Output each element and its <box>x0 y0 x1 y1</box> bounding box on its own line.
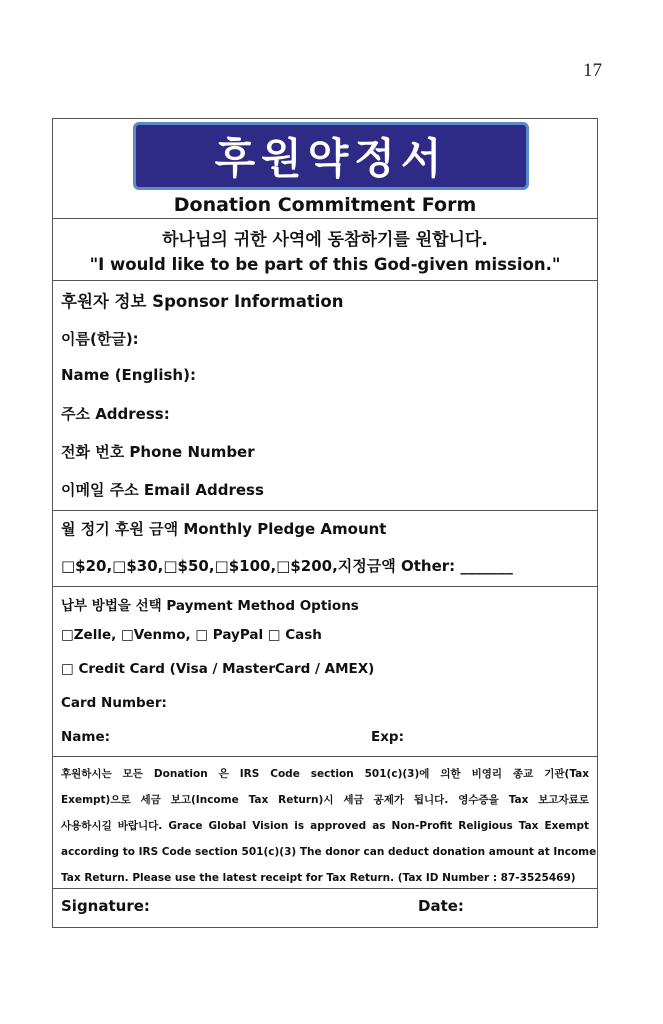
name-english-field[interactable]: Name (English): <box>61 366 196 384</box>
payment-section <box>53 587 597 757</box>
tax-notice <box>61 761 597 891</box>
tax-line: according to IRS Code section 501(c)(3) The donor can deduct donation amount at Income <box>61 846 597 858</box>
card-number-field[interactable]: Card Number: <box>61 695 167 711</box>
sponsor-heading: 후원자 정보 Sponsor Information <box>61 292 344 311</box>
pledge-options[interactable]: □$20,□$30,□$50,□$100,□$200,지정금액 Other: _______ <box>61 557 513 575</box>
tax-line: Tax Return. Please use the latest receipt for Tax Return. (Tax ID Number : 87-3525469) <box>61 872 576 884</box>
banner-korean-title: 후원약정서 <box>214 134 448 183</box>
mission-english: "I would like to be part of this God-given mission." <box>89 255 561 274</box>
donation-form <box>52 118 598 928</box>
name-korean-field[interactable]: 이름(한글): <box>61 330 139 348</box>
form-title: Donation Commitment Form <box>173 194 477 216</box>
payment-options-row1[interactable]: □Zelle, □Venmo, □ PayPal □ Cash <box>61 627 322 643</box>
mission-korean: 하나님의 귀한 사역에 동참하기를 원합니다. <box>162 230 488 250</box>
phone-field[interactable]: 전화 번호 Phone Number <box>61 443 255 461</box>
cardholder-name-field[interactable]: Name: <box>61 729 111 745</box>
payment-heading: 납부 방법을 선택 Payment Method Options <box>61 598 359 614</box>
pledge-section <box>53 511 597 587</box>
signature-section <box>53 889 597 927</box>
payment-options-row2[interactable]: □ Credit Card (Visa / MasterCard / AMEX) <box>61 661 375 677</box>
tax-line: 후원하시는 모든 Donation 은 IRS Code section 501(c)(3)에 의한 비영리 종교 기관(Tax <box>61 768 589 780</box>
sponsor-section <box>53 281 597 511</box>
title-banner <box>133 122 529 190</box>
signature-field[interactable]: Signature: <box>61 897 150 915</box>
tax-section <box>53 757 597 889</box>
date-field[interactable]: Date: <box>418 897 464 915</box>
tax-line: 사용하시길 바랍니다. Grace Global Vision is approved as Non-Profit Religious Tax Exempt <box>61 820 589 832</box>
pledge-heading: 월 정기 후원 금액 Monthly Pledge Amount <box>61 520 387 538</box>
mission-section <box>53 219 597 281</box>
tax-line: Exempt)으로 세금 보고(Income Tax Return)시 세금 공제가 됩니다. 영수증을 Tax 보고자료로 <box>61 794 589 806</box>
page-number: 17 <box>583 60 602 81</box>
form-header <box>53 119 597 219</box>
card-exp-field[interactable]: Exp: <box>371 729 404 745</box>
address-field[interactable]: 주소 Address: <box>61 405 170 423</box>
email-field[interactable]: 이메일 주소 Email Address <box>61 481 264 499</box>
